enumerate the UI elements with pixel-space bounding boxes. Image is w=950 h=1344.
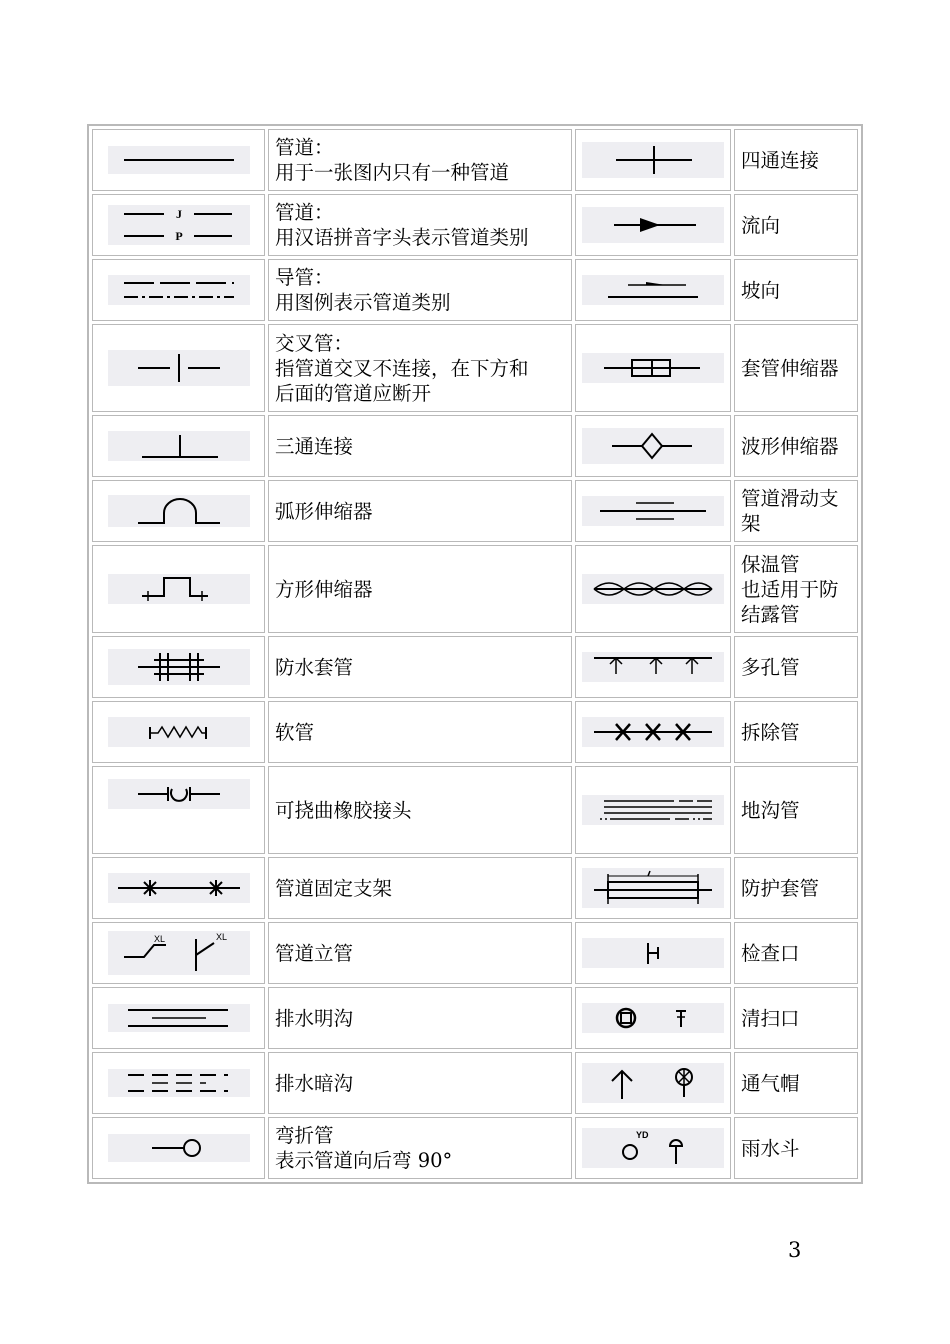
description-line: 四通连接 — [741, 148, 820, 172]
riser-symbol-icon — [108, 931, 250, 975]
description-cell — [734, 766, 858, 854]
cleanout-symbol-icon — [582, 1003, 724, 1033]
symbol-cell — [92, 1117, 265, 1179]
description-line: 防水套管 — [275, 655, 354, 679]
description-cell — [734, 636, 858, 698]
symbol-cell — [575, 766, 731, 854]
symbol-cell — [92, 480, 265, 542]
symbol-cell — [575, 987, 731, 1049]
description-cell — [734, 129, 858, 191]
symbol-letter-p: P — [174, 229, 183, 243]
symbol-cell — [575, 1052, 731, 1114]
table-row — [92, 987, 858, 1049]
flow-direction-symbol-icon — [582, 207, 724, 243]
covered-drain-symbol-icon — [108, 1069, 250, 1097]
description-line: 管道： — [275, 136, 334, 159]
slope-direction-symbol-icon — [582, 275, 724, 305]
demolition-pipe-symbol-icon — [582, 717, 724, 747]
symbol-cell — [92, 857, 265, 919]
description-cell — [734, 987, 858, 1049]
sliding-support-symbol-icon — [582, 496, 724, 526]
solid-pipe-symbol-icon — [108, 146, 250, 174]
corrugated-expansion-joint-symbol-icon — [582, 428, 724, 464]
description-line: 用于一张图内只有一种管道 — [275, 161, 510, 184]
symbol-cell — [575, 1117, 731, 1179]
symbol-cell — [575, 129, 731, 191]
description-line: 检查口 — [741, 941, 800, 965]
symbol-cell — [92, 324, 265, 412]
table-row — [92, 857, 858, 919]
description-line: 清扫口 — [741, 1006, 800, 1030]
description-cell — [734, 701, 858, 763]
symbol-cell — [92, 415, 265, 477]
description-line: 保温管 — [741, 552, 800, 576]
description-line: 雨水斗 — [741, 1136, 800, 1160]
rain-drain-symbol-icon — [582, 1128, 724, 1168]
description-cell — [734, 1052, 858, 1114]
description-line: 地沟管 — [741, 798, 800, 822]
symbol-cell — [575, 857, 731, 919]
symbol-cell — [92, 922, 265, 984]
description-cell — [268, 922, 572, 984]
description-line: 方形伸缩器 — [275, 577, 373, 601]
description-line: 交叉管： — [275, 331, 354, 355]
description-line: 弯折管 — [275, 1124, 334, 1147]
open-drain-symbol-icon — [108, 1004, 250, 1032]
symbol-cell — [92, 636, 265, 698]
description-cell — [268, 636, 572, 698]
description-cell — [268, 857, 572, 919]
table-row — [92, 129, 858, 191]
description-line: 用图例表示管道类别 — [275, 291, 451, 314]
bend-pipe-symbol-icon — [108, 1134, 250, 1162]
symbol-cell — [575, 701, 731, 763]
description-line: 指管道交叉不连接，在下方和 — [275, 356, 529, 380]
symbol-cell — [575, 324, 731, 412]
description-cell — [734, 857, 858, 919]
trench-pipe-symbol-icon — [582, 795, 724, 825]
fixed-support-symbol-icon — [108, 873, 250, 903]
symbol-cell — [92, 1052, 265, 1114]
description-line: 管道： — [275, 201, 334, 224]
symbol-letter-yd: YD — [636, 1130, 649, 1140]
arc-expansion-joint-symbol-icon — [108, 495, 250, 527]
table-row — [92, 415, 858, 477]
symbol-cell — [575, 259, 731, 321]
hose-symbol-icon — [108, 717, 250, 747]
description-line: 三通连接 — [275, 434, 354, 458]
description-line: 后面的管道应断开 — [275, 381, 432, 405]
description-line: 管道固定支架 — [275, 876, 393, 900]
tee-connection-symbol-icon — [108, 431, 250, 461]
description-line: 排水明沟 — [275, 1006, 354, 1030]
page-number: 3 — [788, 1238, 802, 1262]
description-cell — [268, 194, 572, 256]
description-line: 排水暗沟 — [275, 1071, 354, 1095]
symbol-cell — [92, 987, 265, 1049]
description-line: 坡向 — [741, 278, 781, 302]
description-line: 拆除管 — [741, 720, 800, 744]
symbol-cell — [92, 129, 265, 191]
symbol-cell — [575, 636, 731, 698]
description-cell — [268, 480, 572, 542]
symbol-letter-j: J — [175, 207, 182, 221]
description-cell — [734, 480, 858, 542]
protective-sleeve-symbol-icon — [582, 868, 724, 908]
sleeve-expansion-joint-symbol-icon — [582, 353, 724, 383]
description-cell — [734, 259, 858, 321]
table-row — [92, 324, 858, 412]
description-line: 管道滑动支 — [741, 487, 839, 510]
description-cell — [734, 922, 858, 984]
description-cell — [734, 415, 858, 477]
insulated-pipe-symbol-icon — [582, 574, 724, 604]
table-row — [92, 1117, 858, 1179]
perforated-pipe-symbol-icon — [582, 652, 724, 682]
description-line: 用汉语拼音字头表示管道类别 — [275, 226, 529, 249]
description-line: 表示管道向后弯 90° — [275, 1149, 453, 1172]
symbol-cell — [575, 922, 731, 984]
description-line: 导管： — [275, 266, 334, 289]
description-line: 波形伸缩器 — [741, 434, 839, 458]
description-cell — [268, 701, 572, 763]
description-cell — [268, 1052, 572, 1114]
symbol-cell — [575, 194, 731, 256]
description-line: 架 — [741, 512, 761, 535]
table-row — [92, 922, 858, 984]
description-cell — [268, 259, 572, 321]
description-cell — [268, 545, 572, 633]
table-row — [92, 545, 858, 633]
table-row — [92, 766, 858, 854]
table-row — [92, 259, 858, 321]
description-line: 流向 — [741, 213, 781, 237]
description-line: 套管伸缩器 — [741, 356, 839, 380]
description-cell — [268, 987, 572, 1049]
description-cell — [268, 129, 572, 191]
four-way-connection-symbol-icon — [582, 142, 724, 178]
description-cell — [734, 324, 858, 412]
description-line: 多孔管 — [741, 655, 800, 679]
description-cell — [734, 545, 858, 633]
legend-table-frame — [87, 124, 863, 1184]
rubber-joint-symbol-icon — [108, 779, 250, 809]
description-cell — [268, 415, 572, 477]
table-row — [92, 636, 858, 698]
description-line: 通气帽 — [741, 1071, 800, 1095]
description-line: 软管 — [275, 720, 315, 744]
table-row — [92, 194, 858, 256]
description-cell — [268, 1117, 572, 1179]
symbol-cell — [575, 545, 731, 633]
symbol-cell — [92, 766, 265, 854]
description-line: 管道立管 — [275, 941, 354, 965]
description-cell — [268, 766, 572, 854]
description-cell — [734, 1117, 858, 1179]
jp-pipe-symbol-icon — [108, 205, 250, 245]
description-line: 防护套管 — [741, 876, 820, 900]
symbol-letter-xl: XL — [153, 934, 165, 944]
table-row — [92, 480, 858, 542]
crossing-pipe-symbol-icon — [108, 350, 250, 386]
inspection-port-symbol-icon — [582, 938, 724, 968]
table-row — [92, 701, 858, 763]
symbol-cell — [575, 415, 731, 477]
symbol-cell — [575, 480, 731, 542]
conduit-dash-symbol-icon — [108, 275, 250, 305]
symbol-cell — [92, 194, 265, 256]
vent-cap-symbol-icon — [582, 1063, 724, 1103]
waterproof-sleeve-symbol-icon — [108, 649, 250, 685]
symbol-letter-xl: XL — [215, 932, 227, 942]
description-line: 也适用于防 — [741, 577, 839, 601]
description-line: 可挠曲橡胶接头 — [275, 798, 412, 822]
pipe-symbol-legend-table — [89, 126, 861, 1182]
description-cell — [734, 194, 858, 256]
symbol-cell — [92, 259, 265, 321]
description-line: 弧形伸缩器 — [275, 499, 373, 523]
description-cell — [268, 324, 572, 412]
symbol-cell — [92, 701, 265, 763]
square-expansion-joint-symbol-icon — [108, 574, 250, 604]
table-row — [92, 1052, 858, 1114]
description-line: 结露管 — [741, 602, 800, 626]
symbol-cell — [92, 545, 265, 633]
